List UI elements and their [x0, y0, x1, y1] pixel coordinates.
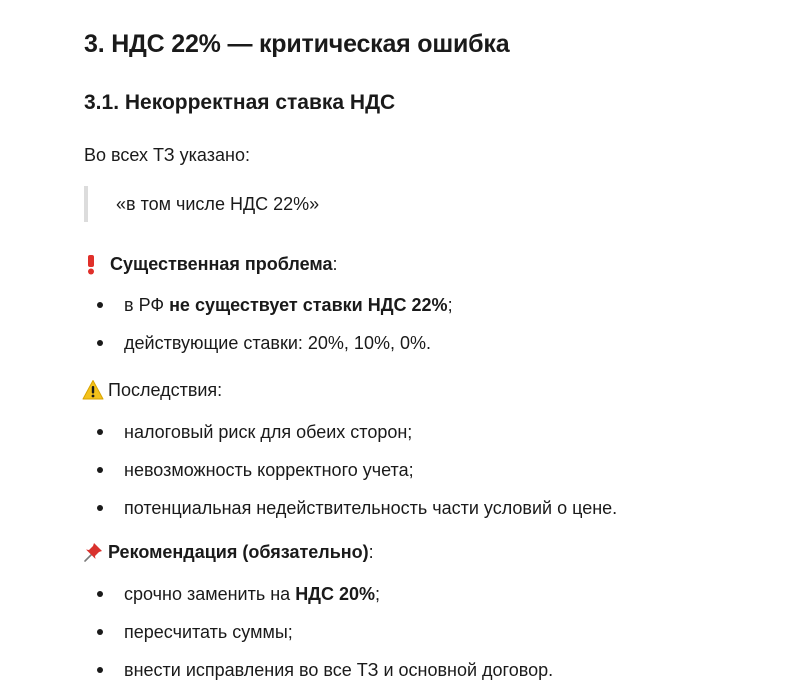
bullet — [97, 302, 103, 308]
bullet — [97, 667, 103, 673]
list-item: в РФ не существует ставки НДС 22%; — [84, 293, 453, 331]
pushpin-icon — [82, 541, 104, 563]
list-item: пересчитать суммы; — [84, 620, 553, 658]
exclamation-icon — [84, 253, 98, 275]
consequences-label: Последствия: — [108, 380, 223, 400]
quote-text: «в том числе НДС 22%» — [116, 194, 320, 214]
list-item: действующие ставки: 20%, 10%, 0%. — [84, 331, 453, 369]
list-item: потенциальная недействительность части условий о цене. — [84, 496, 617, 534]
section-title: 3. НДС 22% — критическая ошибка — [84, 30, 510, 58]
list-item: невозможность корректного учета; — [84, 458, 617, 496]
recommendation-heading — [82, 540, 374, 564]
recommendation-suffix: : — [368, 542, 374, 562]
list-item: внести исправления во все ТЗ и основной договор. — [84, 658, 553, 696]
intro-text: Во всех ТЗ указано: — [84, 145, 250, 165]
bullet — [97, 591, 103, 597]
bullet — [97, 467, 103, 473]
problem-label: Существенная проблема — [110, 254, 333, 274]
recommendation-list — [84, 582, 553, 696]
bullet — [97, 340, 103, 346]
problem-heading — [84, 252, 338, 276]
subsection-title: 3.1. Некорректная ставка НДС — [84, 91, 396, 114]
list-item: срочно заменить на НДС 20%; — [84, 582, 553, 620]
blockquote — [84, 186, 319, 222]
bullet — [97, 429, 103, 435]
recommendation-label: Рекомендация (обязательно) — [108, 542, 369, 562]
consequences-heading — [82, 378, 222, 402]
bullet — [97, 505, 103, 511]
list-item: налоговый риск для обеих сторон; — [84, 420, 617, 458]
problem-suffix: : — [332, 254, 338, 274]
consequences-list — [84, 420, 617, 534]
problem-list — [84, 293, 453, 369]
warning-icon — [82, 379, 104, 401]
bullet — [97, 629, 103, 635]
